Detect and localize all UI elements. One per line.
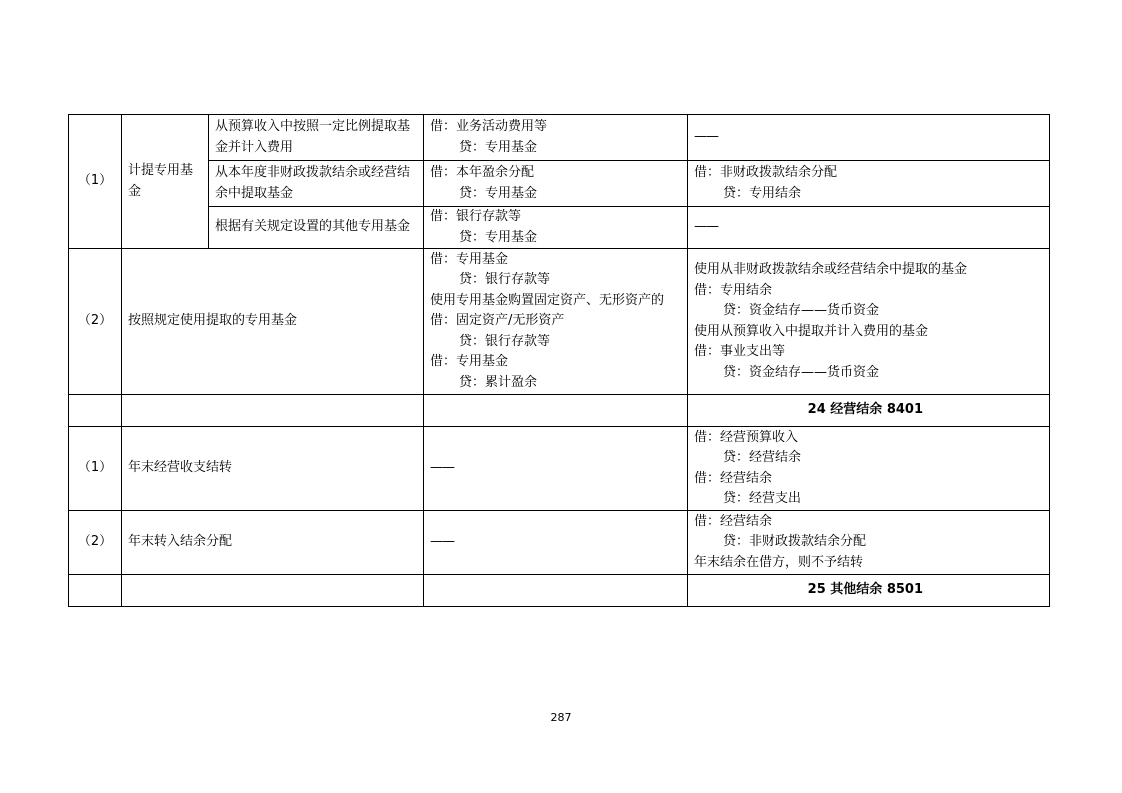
budget-entry-cell [688,511,1050,575]
sub-item-description: 从本年度非财政拨款结余或经营结余中提取基金 [209,161,424,207]
sub-item-description: 根据有关规定设置的其他专用基金 [209,207,424,249]
entry-line: 借：业务活动费用等 [430,119,548,134]
table-row [69,249,1050,395]
entry-line: 借：专用基金 [430,354,509,370]
financial-entry-cell [424,249,688,395]
budget-entry-cell [688,115,1050,161]
entry-line: 贷：经营支出 [723,491,802,506]
row-number: （2） [69,249,122,395]
item-name: 按照规定使用提取的专用基金 [122,249,424,395]
entry-line: 借：专用结余 [694,282,773,298]
item-name: 年末经营收支结转 [122,427,424,511]
entry-line: 贷：资金结存——货币资金 [723,303,880,318]
financial-entry-cell [424,115,688,161]
table-row [69,207,1050,249]
entry-line: 贷：经营结余 [723,450,802,465]
entry-line: 使用从预算收入中提取并计入费用的基金 [694,323,929,339]
entry-line: 贷：专用基金 [459,139,538,155]
financial-entry-cell [424,511,688,575]
accounting-entries-table [68,114,1050,607]
entry-line: —— [694,219,718,235]
financial-entry-cell [424,207,688,249]
entry-line: —— [430,460,454,476]
row-number: （1） [69,115,122,249]
table-row [69,115,1050,161]
entry-line: 借：固定资产/无形资产 [430,313,565,329]
financial-entry-cell [424,161,688,207]
entry-line: 贷：专用结余 [723,185,802,201]
entry-line: —— [694,129,718,145]
entry-line: 贷：银行存款等 [459,272,551,288]
entry-line: 贷：资金结存——货币资金 [723,364,880,380]
entry-line: 借：事业支出等 [694,344,786,359]
entry-line: 年末结余在借方，则不予结转 [694,554,864,570]
section-heading: 25 其他结余 8501 [807,582,923,598]
row-number: （1） [69,427,122,511]
item-name: 计提专用基金 [122,115,209,249]
entry-line: 借：专用基金 [430,251,509,267]
budget-entry-cell [688,427,1050,511]
entry-line: 贷：专用基金 [459,185,538,201]
entry-line: —— [430,534,454,550]
entry-line: 使用从非财政拨款结余或经营结余中提取的基金 [694,262,968,277]
entry-line: 贷：非财政拨款结余分配 [723,534,867,550]
financial-entry-cell [424,427,688,511]
page-number: 287 [550,711,572,724]
budget-entry-cell [688,207,1050,249]
budget-entry-cell [688,249,1050,395]
entry-line: 借：非财政拨款结余分配 [694,165,838,180]
table-row [69,161,1050,207]
entry-line: 贷：专用基金 [459,229,538,245]
section-heading: 24 经营结余 8401 [807,402,923,418]
table-row [69,511,1050,575]
table-row [69,427,1050,511]
entry-line: 借：经营预算收入 [694,429,799,445]
item-name: 年末转入结余分配 [122,511,424,575]
section-heading-row [69,395,1050,427]
entry-line: 贷：银行存款等 [459,333,551,349]
section-heading-row [69,575,1050,607]
entry-line: 借：银行存款等 [430,209,522,224]
budget-entry-cell [688,161,1050,207]
entry-line: 贷：累计盈余 [459,374,538,390]
sub-item-description: 从预算收入中按照一定比例提取基金并计入费用 [209,115,424,161]
entry-line: 借：经营结余 [694,470,773,486]
entry-line: 使用专用基金购置固定资产、无形资产的 [430,292,665,308]
entry-line: 借：经营结余 [694,513,773,529]
row-number: （2） [69,511,122,575]
entry-line: 借：本年盈余分配 [430,165,535,180]
